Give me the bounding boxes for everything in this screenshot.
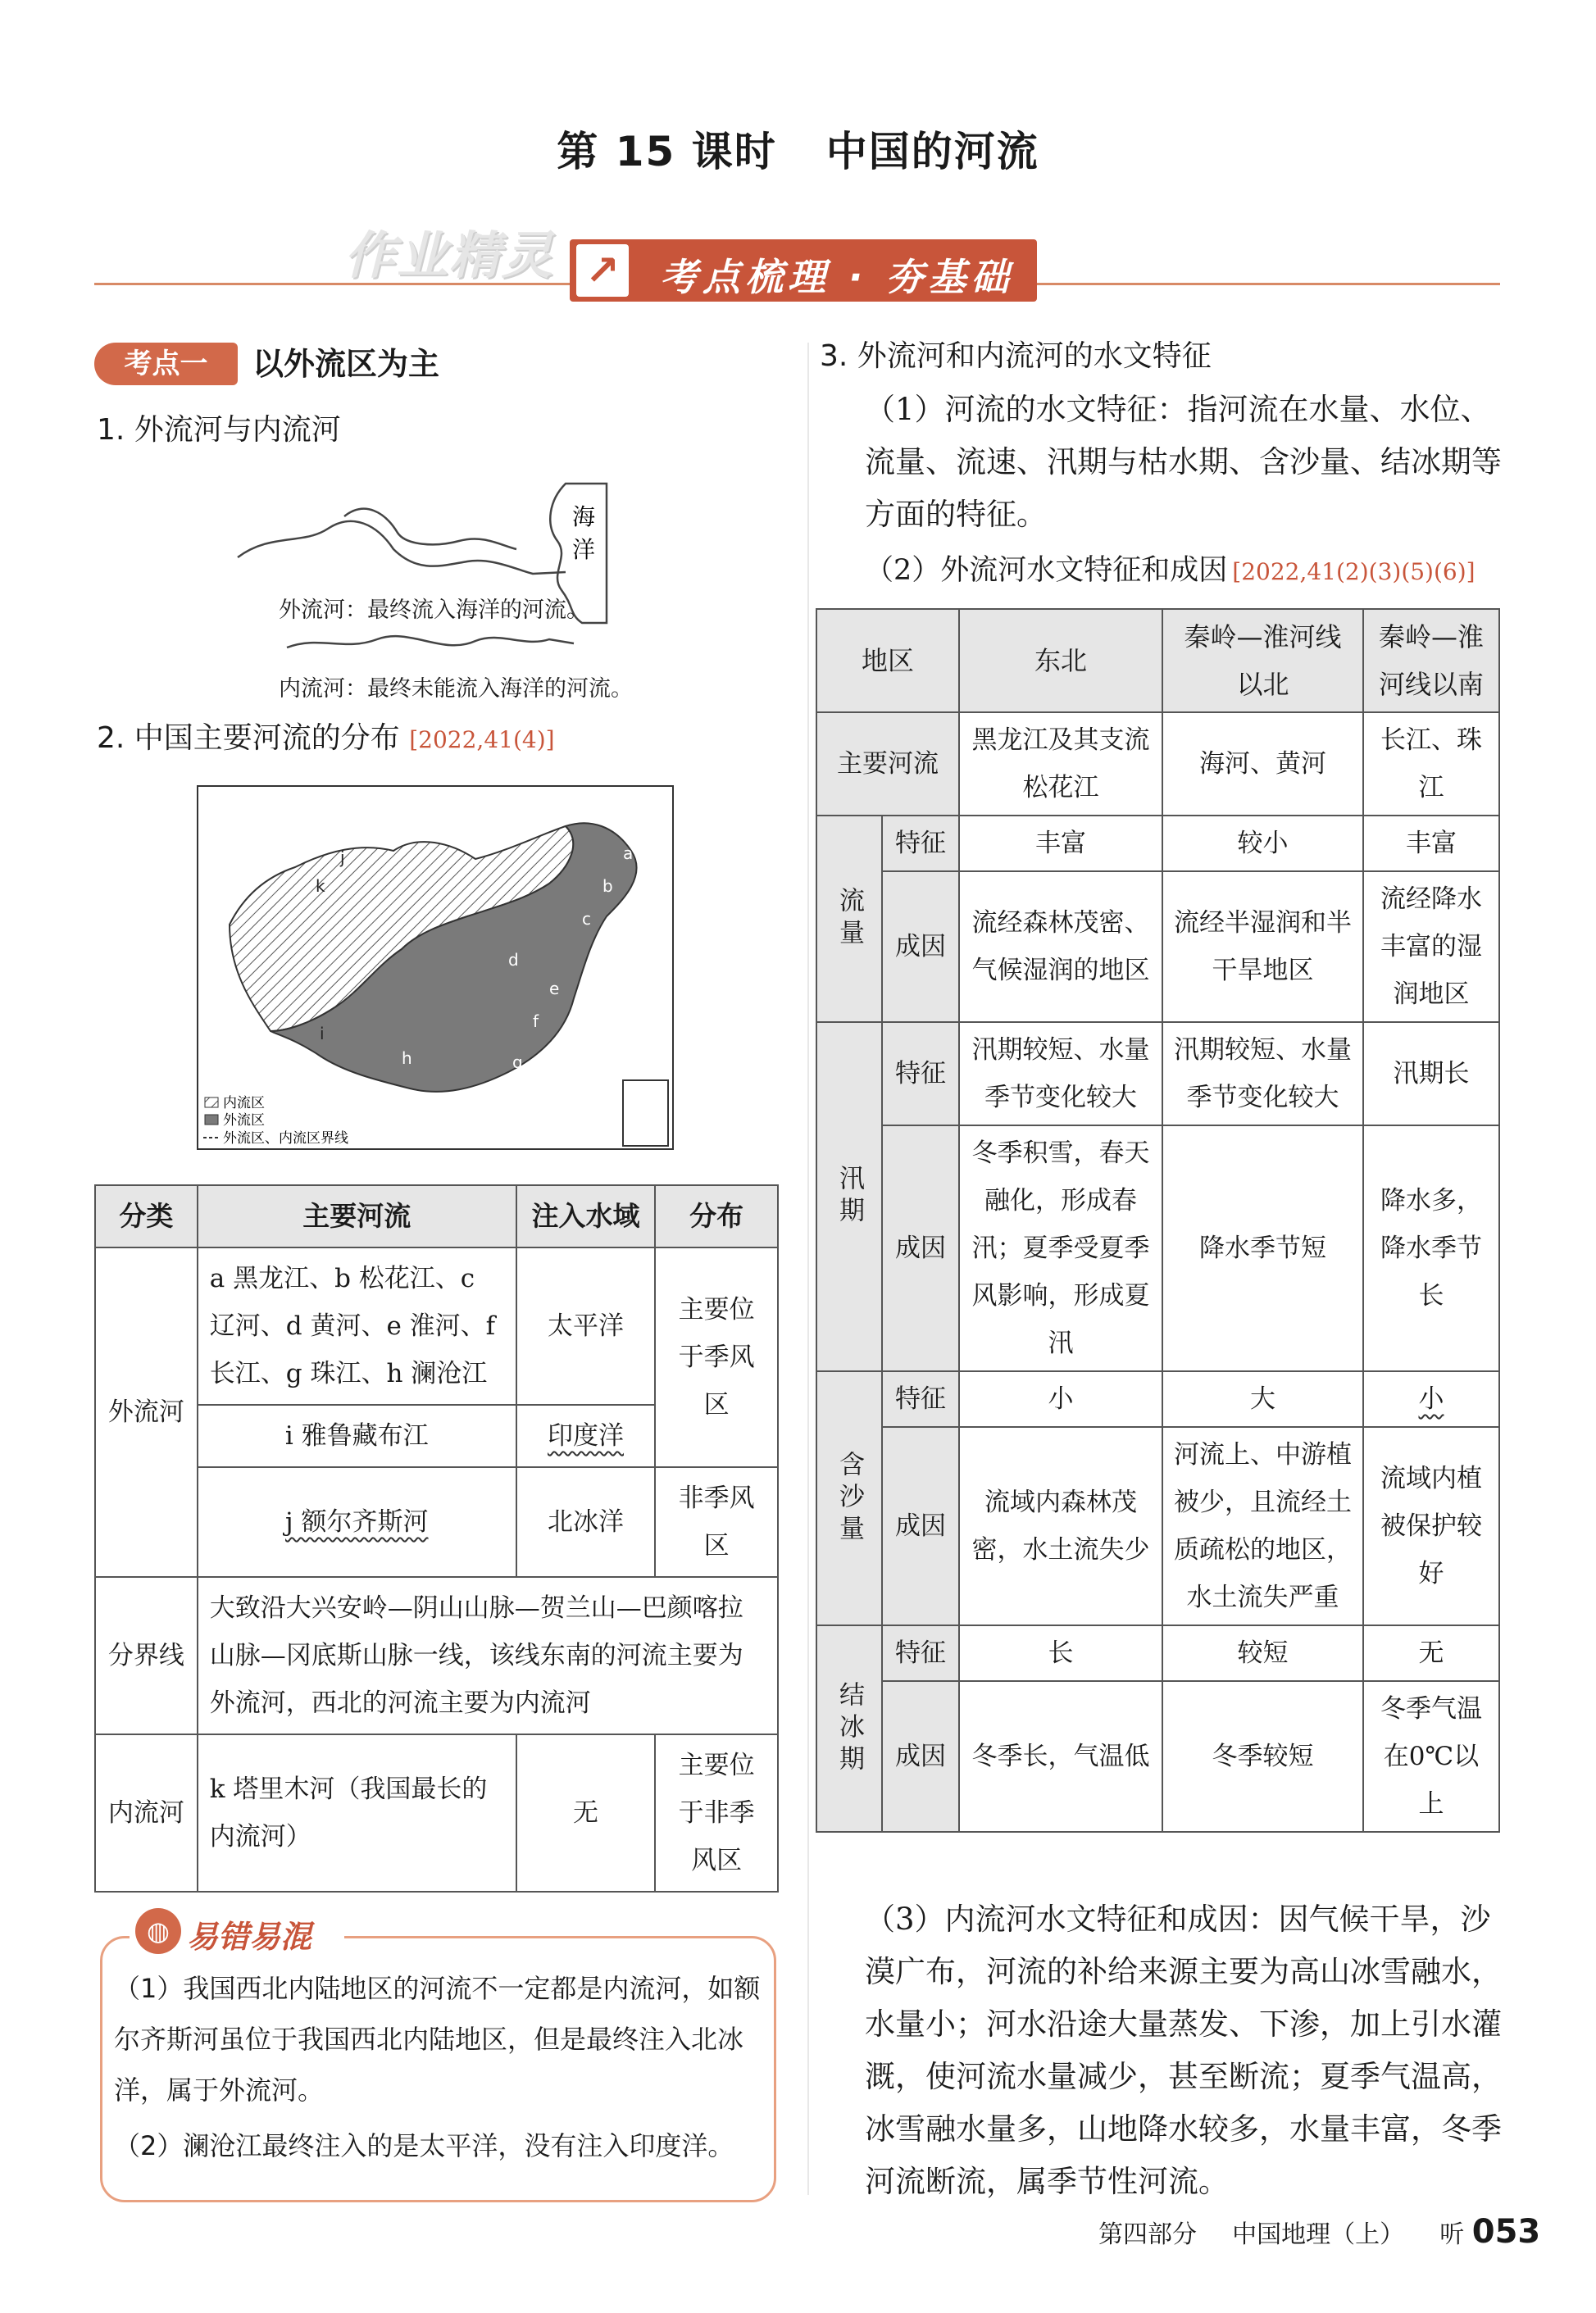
sediment-label: 含沙量 <box>816 1371 882 1625</box>
sediment-feature-n: 大 <box>1162 1371 1363 1427</box>
th-category: 分类 <box>95 1185 198 1247</box>
south-sea-inset <box>623 1080 668 1146</box>
flow-feature-label: 特征 <box>882 816 959 871</box>
water-indian: 印度洋 <box>548 1421 624 1451</box>
th-distribution: 分布 <box>655 1185 778 1247</box>
boundary-text: 大致沿大兴安岭—阴山山脉—贺兰山—巴颜喀拉山脉—冈底斯山脉一线，该线东南的河流主要为外流河，西北的河流主要为内流河 <box>198 1577 778 1734</box>
map-label-d: d <box>508 950 519 970</box>
outer-river-label: 外流河 <box>95 1247 198 1577</box>
map-label-a: a <box>623 843 634 863</box>
arctic-distribution: 非季风区 <box>655 1467 778 1577</box>
ice-cause-n: 冬季较短 <box>1162 1681 1363 1832</box>
map-label-c: c <box>582 909 591 929</box>
ice-cause-ne: 冬季长，气温低 <box>959 1681 1162 1832</box>
th-north: 秦岭—淮河线以北 <box>1162 609 1363 712</box>
watermark: 作业精灵 <box>344 225 555 285</box>
flow-feature-ne: 丰富 <box>959 816 1162 871</box>
outer-river-line <box>238 521 566 574</box>
footer-book: 中国地理（上） <box>1232 2220 1405 2249</box>
flood-feature-label: 特征 <box>882 1022 959 1125</box>
legend-outflow: 外流区 <box>223 1112 265 1129</box>
main-rivers-north: 海河、黄河 <box>1162 712 1363 816</box>
map-label-f: f <box>533 1011 539 1031</box>
flood-feature-s: 汛期长 <box>1363 1022 1499 1125</box>
outer-river-arctic: j 额尔齐斯河 <box>285 1507 429 1537</box>
flood-cause-n: 降水季节短 <box>1162 1125 1363 1371</box>
banner-label: 考点梳理 · 夯基础 <box>660 255 1014 299</box>
kaodian-badge: 考点一 <box>94 343 238 385</box>
table-row <box>816 871 1499 1022</box>
inner-river-caption: 内流河：最终未能流入海洋的河流。 <box>279 676 633 702</box>
section-3-p2-ref: [2022,41(2)(3)(5)(6)] <box>1232 558 1476 585</box>
ice-feature-n: 较短 <box>1162 1625 1363 1681</box>
outer-rivers-pacific: a 黑龙江、b 松花江、c 辽河、d 黄河、e 淮河、f 长江、g 珠江、h 澜沧江 <box>198 1247 516 1405</box>
sea-char-2: 洋 <box>572 536 596 563</box>
th-rivers: 主要河流 <box>198 1185 516 1247</box>
sediment-cause-s: 流域内植被保护较好 <box>1363 1427 1499 1625</box>
mistakes-title: 易错易混 <box>187 1919 312 1955</box>
th-northeast: 东北 <box>959 609 1162 712</box>
section-2-ref: [2022,41(4)] <box>409 726 555 753</box>
footer-part: 第四部分 <box>1098 2220 1197 2249</box>
ice-cause-label: 成因 <box>882 1681 959 1832</box>
section-3-heading: 3. 外流河和内流河的水文特征 <box>820 339 1212 373</box>
legend-boundary: 外流区、内流区界线 <box>223 1130 348 1147</box>
sediment-cause-ne: 流域内森林茂密，水土流失少 <box>959 1427 1162 1625</box>
table-row <box>95 1247 778 1405</box>
section-3-p2 <box>865 544 1512 598</box>
hydrology-table <box>816 608 1500 1833</box>
page-number: 053 <box>1471 2213 1541 2251</box>
table-row <box>95 1734 778 1892</box>
sediment-feature-label: 特征 <box>882 1371 959 1427</box>
map-label-g: g <box>512 1052 523 1072</box>
sea-char-1: 海 <box>572 503 596 530</box>
arrow-icon: ↗ <box>576 244 629 297</box>
th-south: 秦岭—淮河线以南 <box>1363 609 1499 712</box>
column-divider <box>807 343 809 2195</box>
legend-outflow-swatch <box>205 1115 218 1125</box>
table-row <box>816 1371 1499 1427</box>
flood-cause-s: 降水多，降水季节长 <box>1363 1125 1499 1371</box>
table-row <box>816 1125 1499 1371</box>
map-label-h: h <box>402 1048 412 1068</box>
table-row <box>816 1427 1499 1625</box>
inner-river-line <box>287 636 574 648</box>
map-label-j: j <box>340 847 345 867</box>
inner-rivers: k 塔里木河（我国最长的内流河） <box>198 1734 516 1892</box>
water-pacific: 太平洋 <box>516 1247 656 1405</box>
map-label-k: k <box>316 876 325 896</box>
table-row <box>95 1577 778 1734</box>
flow-cause-s: 流经降水丰富的湿润地区 <box>1363 871 1499 1022</box>
footer-listen: 听 <box>1439 2220 1465 2249</box>
legend-inland: 内流区 <box>223 1095 265 1111</box>
lesson-number: 第 15 课时 <box>557 128 777 175</box>
table-row <box>816 712 1499 816</box>
legend-inland-swatch <box>205 1097 218 1107</box>
ice-feature-s: 无 <box>1363 1625 1499 1681</box>
main-rivers-label: 主要河流 <box>816 712 959 816</box>
th-region: 地区 <box>816 609 959 712</box>
outer-river-indian: i 雅鲁藏布江 <box>198 1405 516 1467</box>
section-2-heading <box>97 718 555 761</box>
table-row <box>816 816 1499 871</box>
table-row <box>95 1467 778 1577</box>
river-distribution-table <box>94 1184 779 1893</box>
ice-cause-s: 冬季气温在0℃以上 <box>1363 1681 1499 1832</box>
section-banner <box>570 239 1037 302</box>
table-row <box>816 1625 1499 1681</box>
lesson-topic: 中国的河流 <box>825 128 1039 175</box>
flow-feature-n: 较小 <box>1162 816 1363 871</box>
sediment-feature-ne: 小 <box>959 1371 1162 1427</box>
inner-river-label: 内流河 <box>95 1734 198 1892</box>
sediment-cause-label: 成因 <box>882 1427 959 1625</box>
flow-cause-ne: 流经森林茂密、气候湿润的地区 <box>959 871 1162 1022</box>
map-label-i: i <box>320 1024 325 1043</box>
outer-river-caption: 外流河：最终流入海洋的河流。 <box>279 598 589 623</box>
flow-cause-label: 成因 <box>882 871 959 1022</box>
flood-cause-ne: 冬季积雪，春天融化，形成春汛；夏季受夏季风影响，形成夏汛 <box>959 1125 1162 1371</box>
flow-label: 流量 <box>816 816 882 1022</box>
main-rivers-northeast: 黑龙江及其支流松花江 <box>959 712 1162 816</box>
inner-water: 无 <box>516 1734 656 1892</box>
globe-icon: ◍ <box>135 1908 181 1954</box>
mistake-item-2: （2）澜沧江最终注入的是太平洋，没有注入印度洋。 <box>114 2130 734 2161</box>
boundary-label: 分界线 <box>95 1577 198 1734</box>
ice-label: 结冰期 <box>816 1625 882 1832</box>
flood-feature-ne: 汛期较短、水量季节变化较大 <box>959 1022 1162 1125</box>
sediment-cause-n: 河流上、中游植被少，且流经土质疏松的地区，水土流失严重 <box>1162 1427 1363 1625</box>
map-label-e: e <box>549 979 560 998</box>
mistakes-box <box>100 1936 776 2202</box>
table-row <box>816 1681 1499 1832</box>
water-arctic: 北冰洋 <box>516 1467 656 1577</box>
main-rivers-south: 长江、珠江 <box>1363 712 1499 816</box>
page-title <box>0 119 1596 178</box>
sediment-feature-s: 小 <box>1418 1384 1444 1414</box>
ice-feature-ne: 长 <box>959 1625 1162 1681</box>
ice-feature-label: 特征 <box>882 1625 959 1681</box>
flow-feature-s: 丰富 <box>1363 816 1499 871</box>
table-header-row <box>816 609 1499 712</box>
outer-river-branch <box>344 509 516 549</box>
flood-feature-n: 汛期较短、水量季节变化较大 <box>1162 1022 1363 1125</box>
kaodian-title: 以外流区为主 <box>252 346 440 382</box>
section-3-p2-text: （2）外流河水文特征和成因 <box>865 554 1228 587</box>
table-header-row <box>95 1185 778 1247</box>
map-label-b: b <box>602 876 613 896</box>
flood-label: 汛期 <box>816 1022 882 1371</box>
th-water: 注入水域 <box>516 1185 656 1247</box>
flood-cause-label: 成因 <box>882 1125 959 1371</box>
page-footer <box>1098 2213 1540 2251</box>
table-row <box>816 1022 1499 1125</box>
section-3-p1: （1）河流的水文特征：指河流在水量、水位、流量、流速、汛期与枯水期、含沙量、结冰期等方面的特征。 <box>865 392 1502 532</box>
section-1-heading: 1. 外流河与内流河 <box>97 413 341 447</box>
section-2-heading-text: 2. 中国主要河流的分布 <box>97 721 400 755</box>
outer-distribution: 主要位于季风区 <box>655 1247 778 1467</box>
section-3-p3: （3）内流河水文特征和成因：因气候干旱，沙漠广布，河流的补给来源主要为高山冰雪融水，水量小；河水沿途大量蒸发、下渗，加上引水灌溉，使河流水量减少，甚至断流；夏季气温高，冰雪融水量多，山地降水较多，水量丰富，冬季河流断流，属季节性河流。 <box>865 1902 1502 2199</box>
flow-cause-n: 流经半湿润和半干旱地区 <box>1162 871 1363 1022</box>
inner-distribution: 主要位于非季风区 <box>655 1734 778 1892</box>
china-river-map <box>197 785 674 1150</box>
mistake-item-1: （1）我国西北内陆地区的河流不一定都是内流河，如额尔齐斯河虽位于我国西北内陆地区，但是最终注入北冰洋，属于外流河。 <box>114 1973 761 2106</box>
